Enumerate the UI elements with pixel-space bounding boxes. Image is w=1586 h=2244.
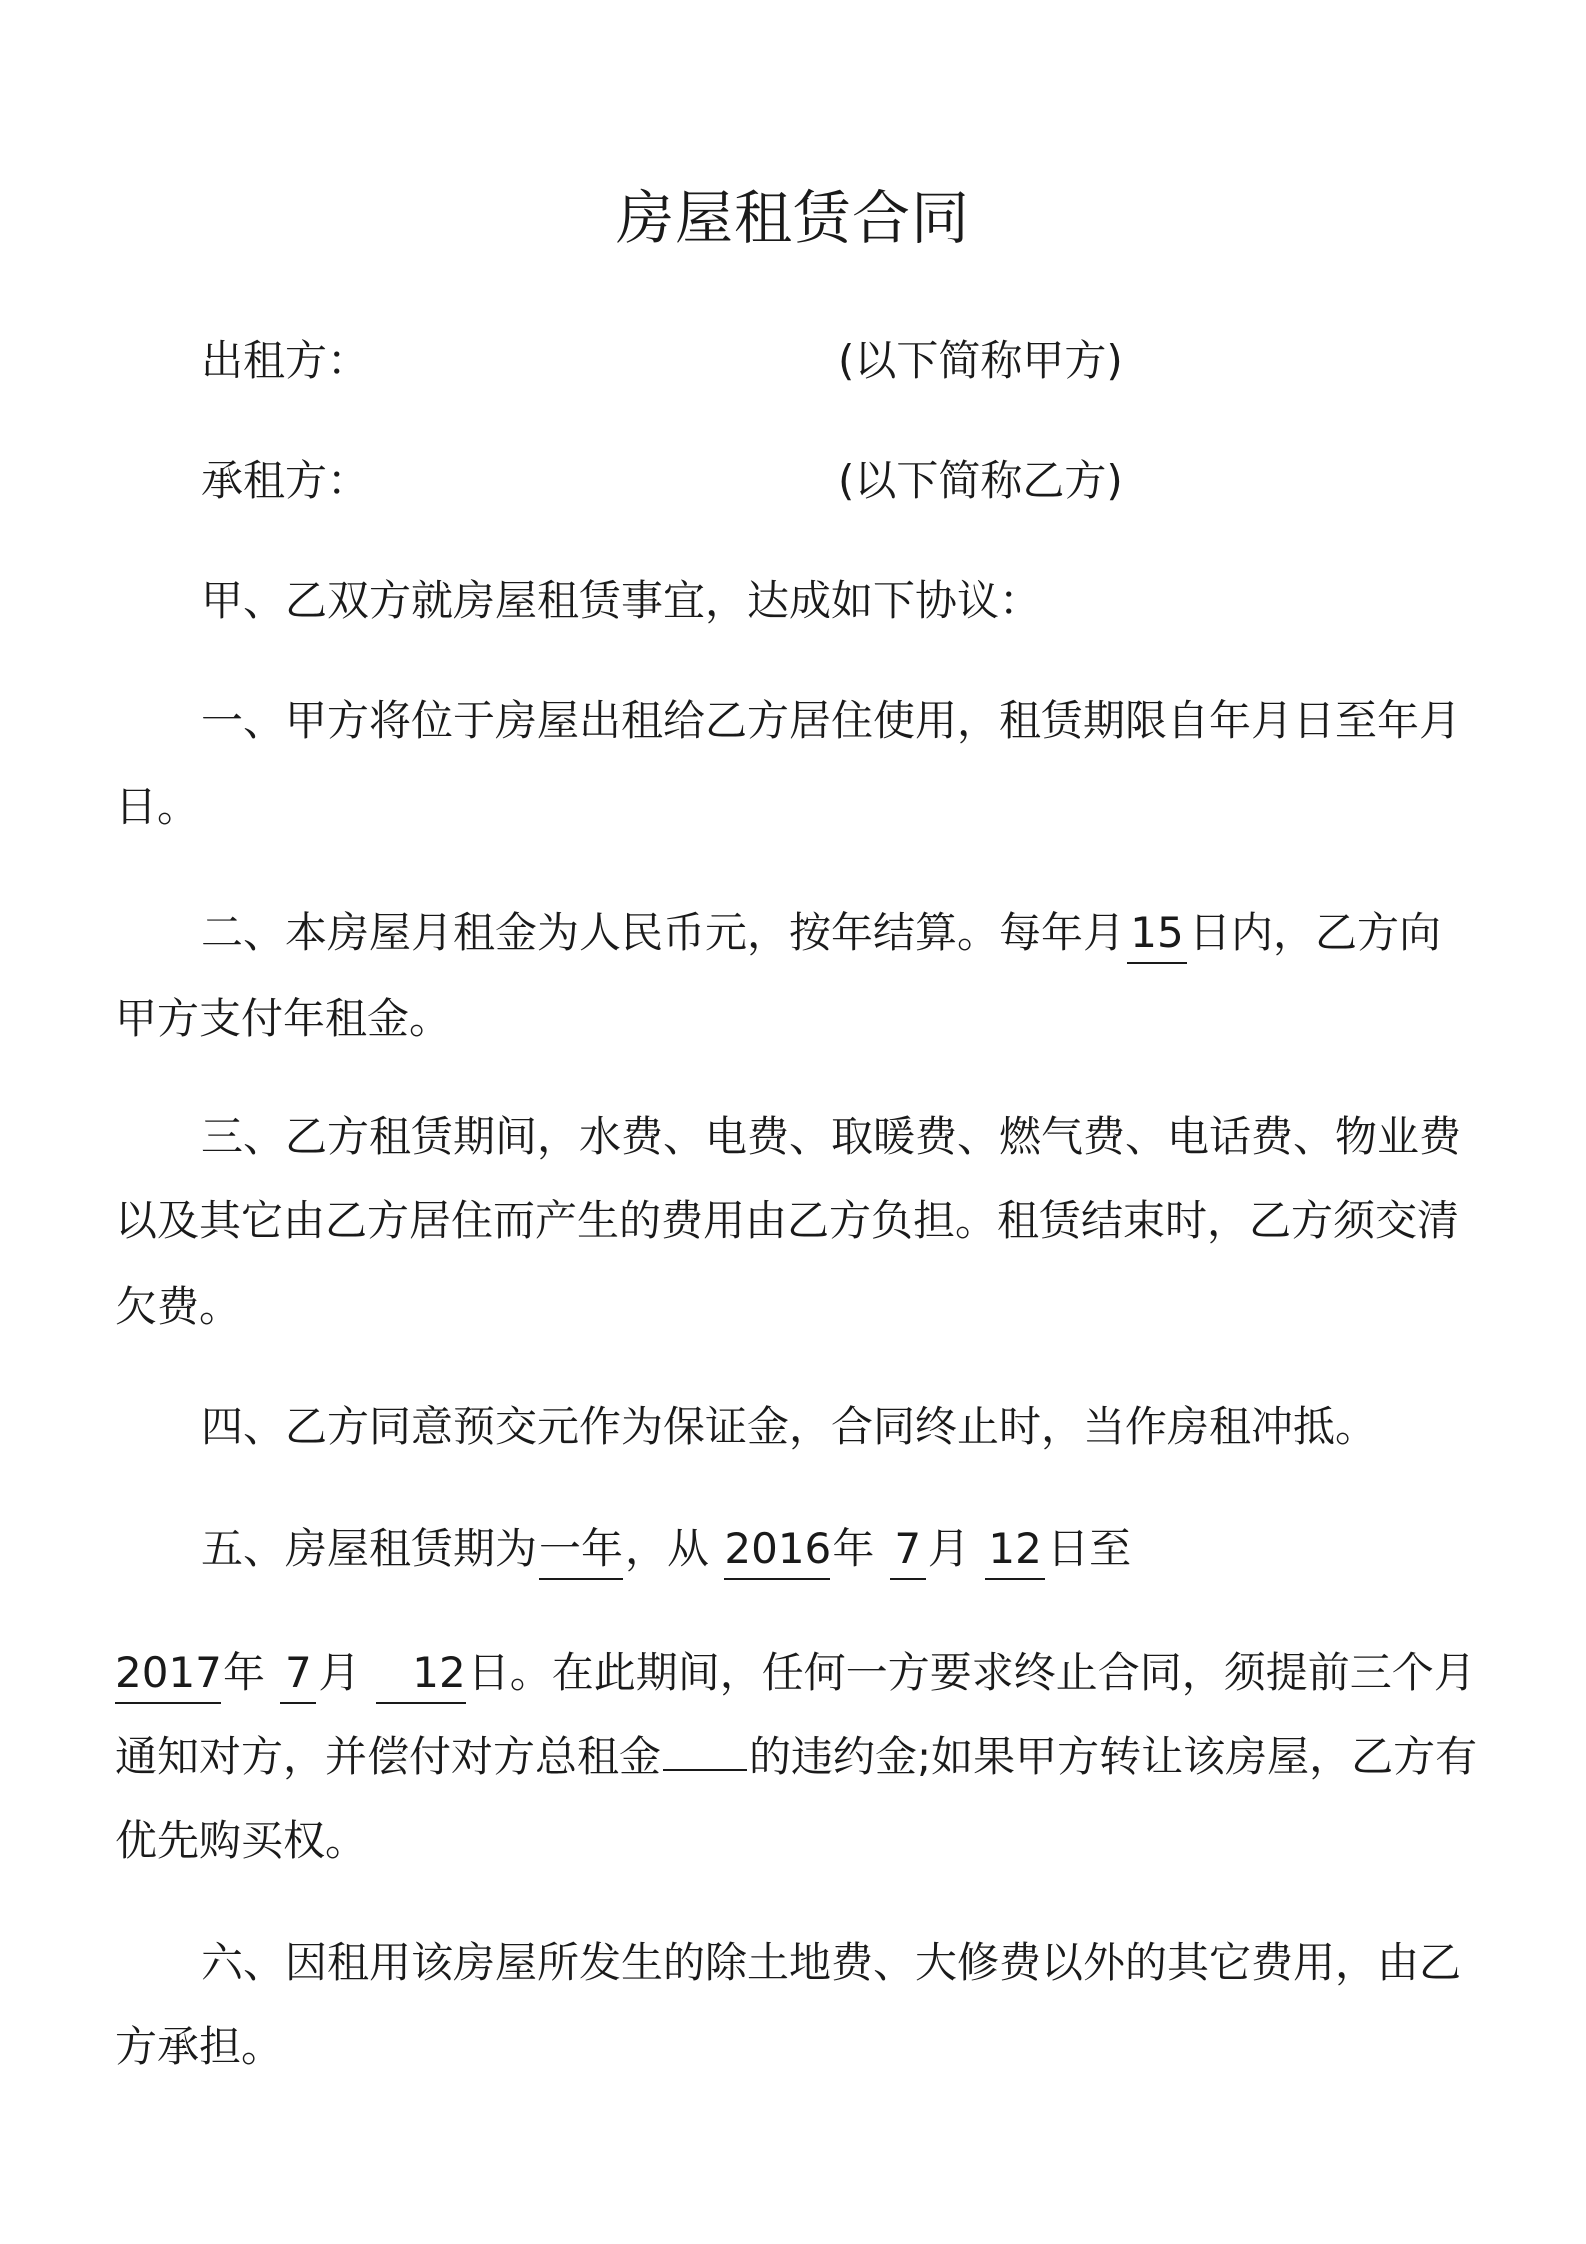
start-year-field: 2016 — [724, 1520, 830, 1580]
clause-6-line-1: 六、因租用该房屋所发生的除土地费、大修费以外的其它费用，由乙 — [201, 1938, 1462, 1987]
lessor-label: 出租方： — [201, 336, 370, 385]
lessee-label: 承租方： — [201, 456, 370, 505]
clause-2-line-2: 甲方支付年租金。 — [115, 994, 452, 1043]
start-month-char: 月 — [927, 1524, 970, 1573]
lessor-note: (以下简称甲方) — [838, 336, 1123, 385]
clause-1-line-1: 一、甲方将位于房屋出租给乙方居住使用，租赁期限自年月日至年月 — [201, 696, 1462, 745]
clause-3-line-3: 欠费。 — [115, 1282, 242, 1331]
start-year-char: 年 — [832, 1524, 875, 1573]
clause-5-line-1 — [115, 1506, 1571, 1592]
end-year-field: 2017 — [115, 1644, 221, 1704]
end-month-field: 7 — [280, 1644, 316, 1704]
lease-term-field: 一年 — [539, 1520, 623, 1580]
clause-5-line-2 — [115, 1630, 1485, 1716]
lessee-note: (以下简称乙方) — [838, 456, 1123, 505]
clause-2-text-post: 日内，乙方向 — [1189, 908, 1442, 957]
end-year-char: 年 — [223, 1648, 266, 1697]
start-day-field: 12 — [985, 1520, 1045, 1580]
clause-2-line-1 — [115, 890, 1571, 976]
clause-5-text-pre: 五、房屋租赁期为 — [201, 1524, 538, 1573]
intro-paragraph: 甲、乙双方就房屋租赁事宜，达成如下协议： — [201, 576, 1042, 625]
clause-4-line-1: 四、乙方同意预交元作为保证金，合同终止时，当作房租冲抵。 — [201, 1402, 1378, 1451]
payment-day-field: 15 — [1127, 904, 1187, 964]
clause-5-line-4: 优先购买权。 — [115, 1816, 368, 1865]
clause-5-day-to: 日至 — [1047, 1524, 1132, 1573]
clause-1-line-2: 日。 — [115, 782, 200, 831]
clause-5-line-3-post: 的违约金;如果甲方转让该房屋，乙方有 — [749, 1732, 1478, 1781]
document-title: 房屋租赁合同 — [615, 184, 970, 252]
clause-5-line-2-text: 日。在此期间，任何一方要求终止合同，须提前三个月 — [467, 1648, 1476, 1697]
penalty-amount-blank — [663, 1715, 747, 1771]
end-month-char: 月 — [318, 1648, 361, 1697]
clause-5-line-3-pre: 通知对方，并偿付对方总租金 — [115, 1732, 662, 1781]
clause-3-line-2: 以及其它由乙方居住而产生的费用由乙方负担。租赁结束时，乙方须交清 — [115, 1196, 1460, 1245]
clause-6-line-2: 方承担。 — [115, 2022, 284, 2071]
clause-3-line-1: 三、乙方租赁期间，水费、电费、取暖费、燃气费、电话费、物业费 — [201, 1112, 1462, 1161]
clause-2-text-pre: 二、本房屋月租金为人民币元，按年结算。每年月 — [201, 908, 1126, 957]
clause-5-text-from: ，从 — [625, 1524, 710, 1573]
clause-5-line-3 — [115, 1714, 1485, 1800]
start-month-field: 7 — [890, 1520, 926, 1580]
end-day-field: 12 — [376, 1644, 466, 1704]
